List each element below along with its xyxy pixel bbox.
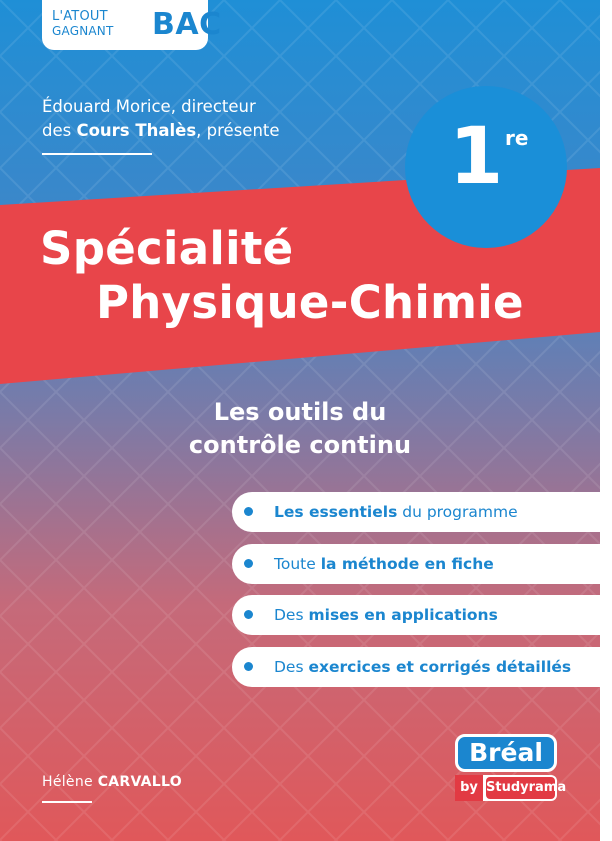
bullet-icon: [244, 610, 253, 619]
series-line-1: L'ATOUT: [52, 9, 108, 24]
title-line-1: Spécialité: [40, 222, 294, 275]
intro-line-1: Édouard Morice, directeur: [42, 97, 256, 116]
feature-text: Des mises en applications: [274, 606, 498, 624]
series-bac: BAC: [152, 7, 222, 42]
book-title: [40, 222, 524, 330]
feature-item: [232, 544, 612, 584]
publisher-logo: Bréal: [455, 734, 557, 772]
school-name: Cours Thalès: [76, 121, 197, 140]
bullet-icon: [244, 662, 253, 671]
feature-text: Des exercices et corrigés détaillés: [274, 658, 572, 676]
feature-item: [232, 647, 612, 687]
feature-text: Toute la méthode en fiche: [274, 555, 494, 573]
feature-text: Les essentiels du programme: [274, 503, 518, 521]
level-suffix: re: [505, 126, 529, 150]
author-name: Hélène CARVALLO: [42, 774, 182, 790]
feature-item: [232, 492, 612, 532]
subtitle-line-1: Les outils du: [213, 398, 387, 426]
bullet-icon: [244, 507, 253, 516]
subtitle-line-2: contrôle continu: [188, 431, 412, 459]
partner-name: Studyrama: [486, 777, 555, 799]
level-number: 1: [449, 112, 504, 202]
by-label: by: [455, 775, 483, 801]
feature-item: [232, 595, 612, 635]
series-line-2: GAGNANT: [52, 24, 114, 38]
intro-line-2: des Cours Thalès, présente: [42, 121, 280, 140]
title-line-2: Physique-Chimie: [96, 276, 524, 329]
bullet-icon: [244, 559, 253, 568]
partner-logo: [455, 775, 567, 801]
book-subtitle: [0, 396, 600, 462]
author-divider: [42, 801, 92, 803]
